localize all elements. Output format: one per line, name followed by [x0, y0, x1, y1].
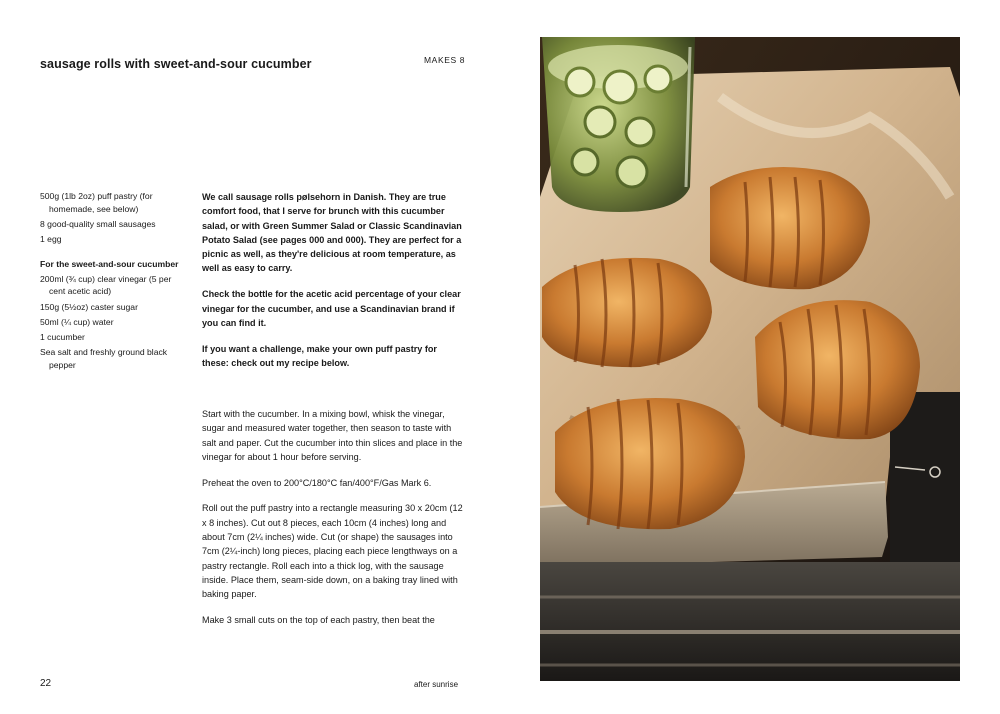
food-photo	[540, 37, 960, 681]
method-step: Start with the cucumber. In a mixing bowl, whisk the vinegar, sugar and measured water together, then season to taste with salt and paper. Cut the cucumber into thin slices and place in the vinegar for about 1 hour before serving.	[202, 409, 463, 462]
right-page	[500, 0, 1000, 714]
ingredient-item: 1 egg	[40, 233, 62, 244]
method-step: Make 3 small cuts on the top of each pastry, then beat the	[202, 615, 435, 626]
ingredients-subheading: For the sweet-and-sour cucumber	[40, 258, 179, 269]
ingredient-item: 8 good-quality small sausages	[40, 218, 156, 229]
ingredient-item: 200ml (¾ cup) clear vinegar (5 per cent acetic acid)	[40, 273, 172, 297]
page-number: 22	[40, 678, 52, 689]
ingredients-list	[40, 190, 180, 374]
recipe-intro	[202, 190, 464, 382]
sausage-roll-left	[542, 258, 712, 367]
ingredient-item: 50ml (¼ cup) water	[40, 316, 114, 327]
sausage-roll-right	[755, 300, 920, 439]
ingredient-item: 500g (1lb 2oz) puff pastry (for homemade, see below)	[40, 191, 153, 214]
intro-paragraph: Check the bottle for the acetic acid percentage of your clear vinegar for the cucumber, and use a Scandinavian brand if you can find it.	[202, 289, 461, 328]
intro-paragraph: If you want a challenge, make your own puff pastry for these: check out my recipe below.	[202, 343, 437, 368]
book-title-footer: after sunrise	[414, 680, 459, 689]
recipe-title: sausage rolls with sweet-and-sour cucumber	[40, 57, 312, 71]
intro-paragraph: We call sausage rolls pølsehorn in Danish. They are true comfort food, that I serve for brunch with this cucumber salad, or with Green Summer Salad or Classic Scandinavian Potato Salad (see pages 000 and 000). They are perfect for a picnic as well, as they're delicious at room temperature, as well as easy to carry.	[202, 192, 462, 274]
ingredient-item: 1 cucumber	[40, 331, 85, 342]
ingredient-item: 150g (5½oz) caster sugar	[40, 301, 138, 312]
recipe-yield: MAKES 8	[424, 55, 466, 65]
recipe-method	[202, 407, 464, 639]
cucumber-jar	[542, 37, 695, 212]
sausage-roll-back	[710, 167, 870, 289]
method-step: Roll out the puff pastry into a rectangle measuring 30 x 20cm (12 x 8 inches). Cut out 8 pieces, each 10cm (4 inches) long and about 7cm (2¼ inches) wide. Cut (or shape) the sausages into 7cm (2¼-inch) long pieces, placing each piece lengthways on a pastry rectangle. Roll each into a thick log, with the sausage inside. Place them, seam-side down, on a baking tray lined with baking paper.	[202, 503, 463, 600]
sausage-roll-front	[555, 398, 745, 529]
method-step: Preheat the oven to 200°C/180°C fan/400°F/Gas Mark 6.	[202, 477, 432, 488]
ingredient-item: Sea salt and freshly ground black pepper	[40, 347, 168, 370]
